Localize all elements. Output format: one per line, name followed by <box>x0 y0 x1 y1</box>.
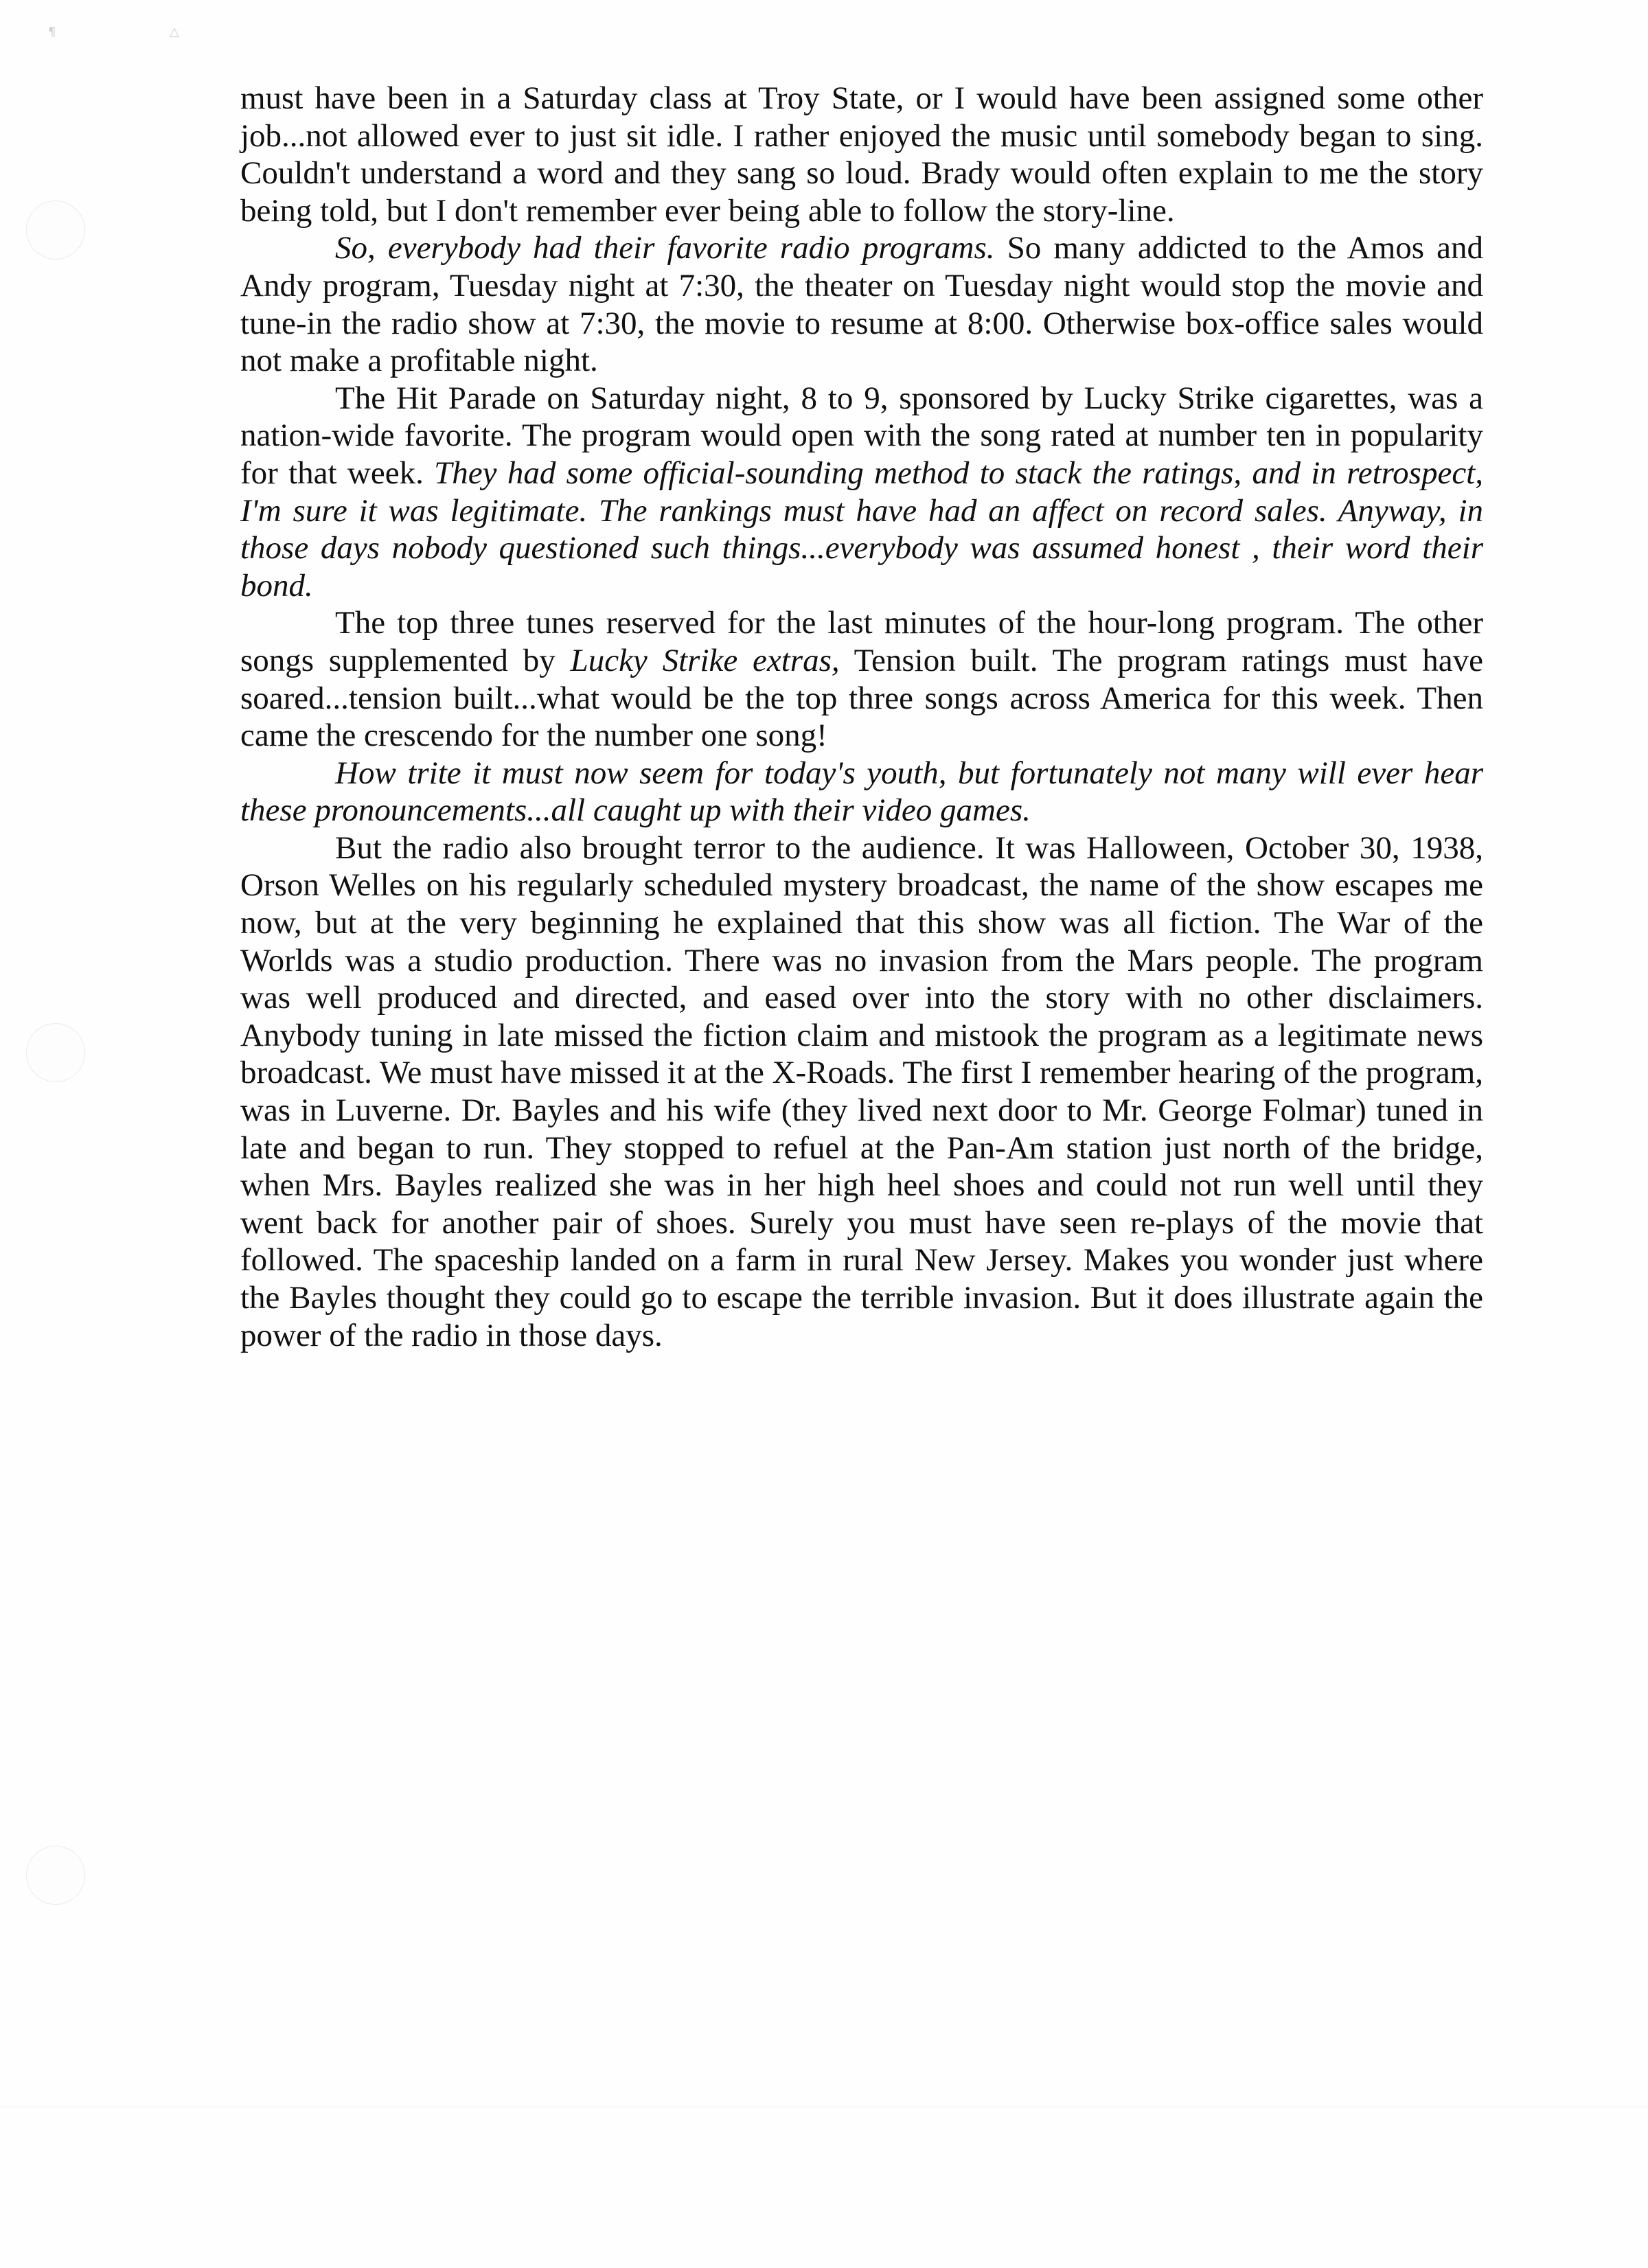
paragraph <box>240 80 1483 229</box>
italic-text: How trite it must now seem for today's youth, but fortunately not many will ever hear these pronouncements...all caught up with their video games. <box>240 755 1483 829</box>
punch-hole-middle <box>26 1023 85 1082</box>
italic-text: They had some official-sounding method to stack the ratings, and in retrospect, I'm sure it was legitimate. The rankings must have had an affect on record sales. Anyway, in those days nobody questioned such things...everybody was assumed honest , their word their bond. <box>240 455 1483 604</box>
italic-text: So, everybody had their favorite radio programs. <box>335 230 995 266</box>
text-run: The top three tunes reserved for the last minutes of the hour-long program. The other songs supplemented by <box>240 605 1483 678</box>
paragraph <box>240 229 1483 379</box>
italic-text: Lucky Strike extras, <box>570 642 840 678</box>
text-run: But the radio also brought terror to the audience. It was Halloween, October 30, 1938, Orson Welles on his regularly scheduled mystery broadcast, the name of the show escapes me now, but at the very beginning he explained that this show was all fiction. The War of the Worlds was a studio production. There was no invasion from the Mars people. The program was well produced and directed, and eased over into the story with no other disclaimers. Anybody tuning in late missed the fiction claim and mistook the program as a legitimate news broadcast. We must have missed it at the X-Roads. The first I remember hearing of the program, was in Luverne. Dr. Bayles and his wife (they lived next door to Mr. George Folmar) tuned in late and began to run. They stopped to refuel at the Pan-Am station just north of the bridge, when Mrs. Bayles realized she was in her high heel shoes and could not run well until they went back for another pair of shoes. Surely you must have seen re-plays of the movie that followed. The spaceship landed on a farm in rural New Jersey. Makes you wonder just where the Bayles thought they could go to escape the terrible invasion. But it does illustrate again the power of the radio in those days. <box>240 829 1483 1353</box>
punch-hole-top <box>26 201 85 260</box>
text-run: So many addicted to the Amos and Andy program, Tuesday night at 7:30, the theater on Tuesday night would stop the movie and tune-in the radio show at 7:30, the movie to resume at 8:00. Otherwise box-office sales would not make a profitable night. <box>240 230 1484 379</box>
faint-page-marks: ¶ △ <box>48 25 235 39</box>
text-run: The Hit Parade on Saturday night, 8 to 9, sponsored by Lucky Strike cigarettes, was a nation-wide favorite. The program would open with the song rated at number ten in popularity for that week. <box>240 380 1483 491</box>
paragraph <box>240 604 1483 754</box>
text-run: Tension built. The program ratings must have soared...tension built...what would be the top three songs across America for this week. Then came the crescendo for the number one song! <box>240 642 1483 754</box>
punch-hole-bottom <box>26 1846 85 1905</box>
paragraph <box>240 380 1483 605</box>
paragraph <box>240 829 1483 1354</box>
body-text <box>240 80 1483 1354</box>
paragraph <box>240 755 1483 829</box>
text-run: must have been in a Saturday class at Troy State, or I would have been assigned some other job...not allowed ever to just sit idle. I rather enjoyed the music until somebody began to sing. Couldn't understand a word and they sang so loud. Brady would often explain to me the story being told, but I don't remember ever being able to follow the story-line. <box>240 80 1483 229</box>
